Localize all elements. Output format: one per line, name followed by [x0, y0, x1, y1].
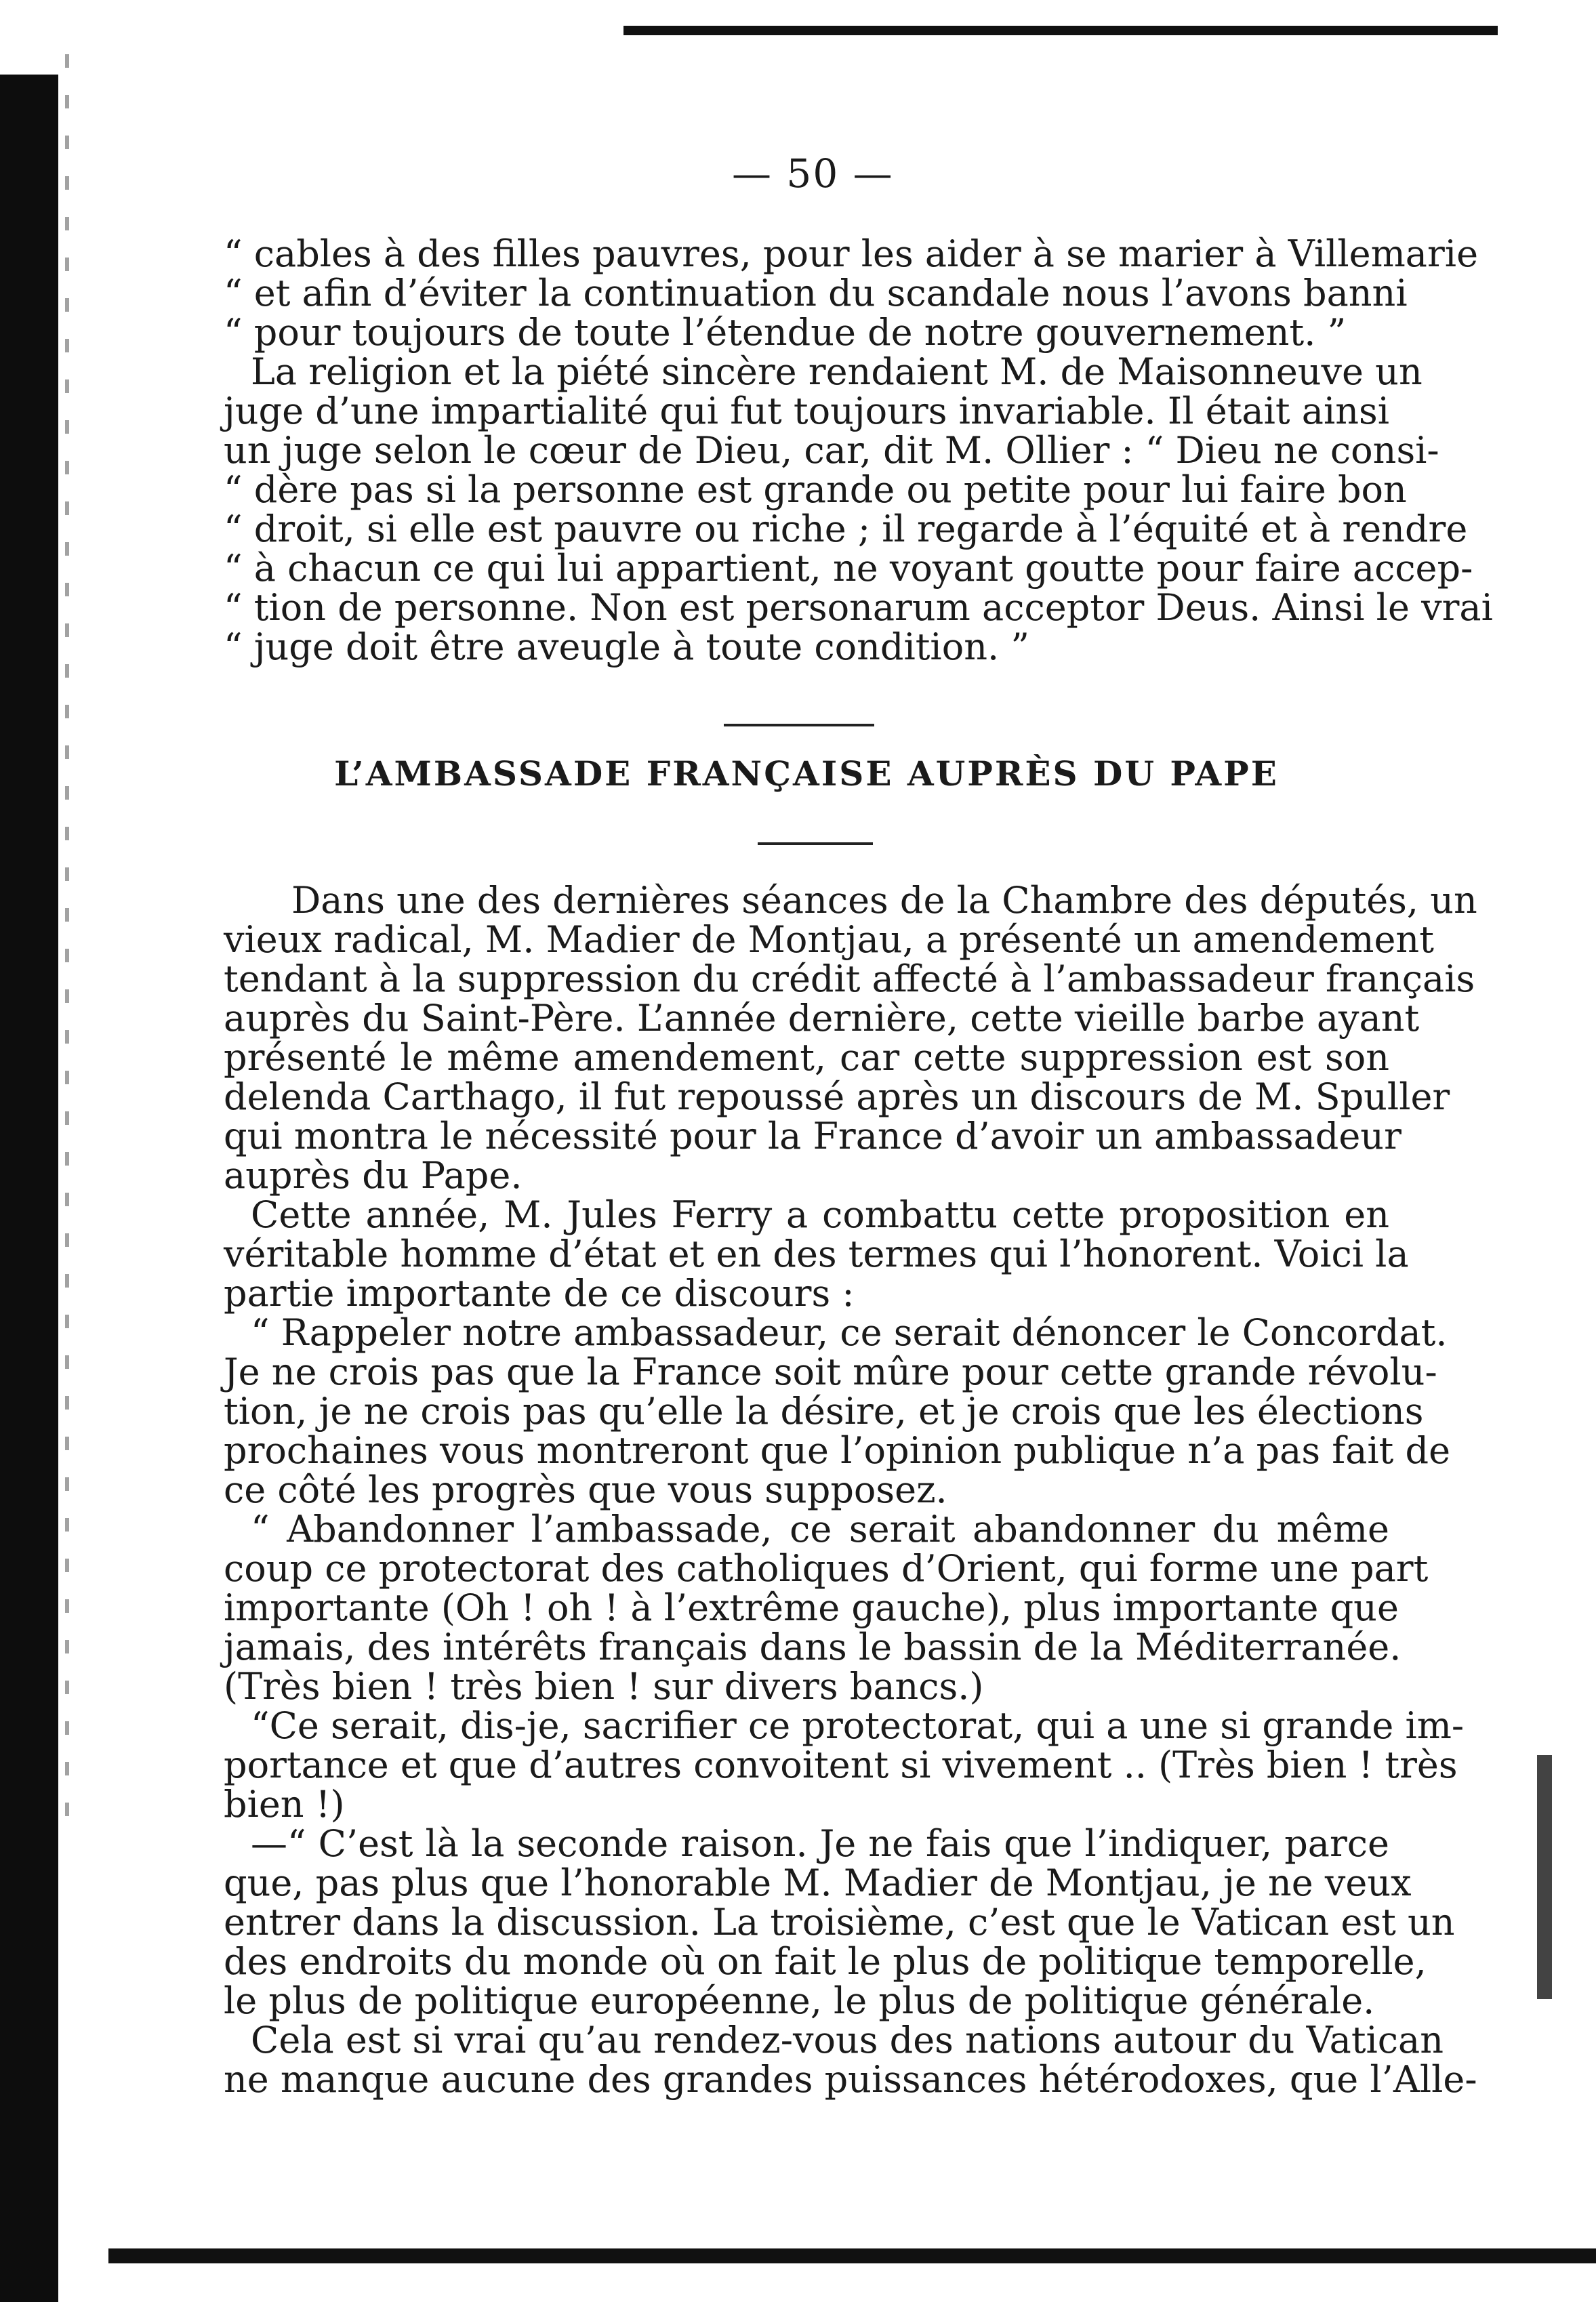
- paragraph-ferry-first: [251, 1195, 1389, 1235]
- paragraph-sacrifier: [224, 1744, 1458, 1826]
- text-line: un juge selon le cœur de Dieu, car, dit M. Ollier : “ Dieu ne consi-: [224, 429, 1439, 472]
- text-line: présenté le même amendement, car cette suppression est son: [224, 1036, 1389, 1079]
- paragraph-seances-first: [291, 879, 1477, 922]
- text-line: ne manque aucune des grandes puissances hétérodoxes, que l’Alle-: [224, 2058, 1477, 2101]
- section-divider-bottom: [758, 842, 873, 845]
- text-line: “Ce serait, dis-je, sacrifier ce protectorat, qui a une si grande im-: [251, 1704, 1465, 1747]
- text-line: Cela est si vrai qu’au rendez-vous des nations autour du Vatican: [251, 2019, 1444, 2061]
- paragraph-seconde: [224, 1862, 1455, 2022]
- text-line: vieux radical, M. Madier de Montjau, a présenté un amendement: [224, 918, 1434, 961]
- text-line: des endroits du monde où on fait le plus de politique temporelle,: [224, 1940, 1427, 1983]
- paragraph-sacrifier-first: [251, 1704, 1465, 1747]
- text-line: tion, je ne crois pas qu’elle la désire, et je crois que les élections: [224, 1390, 1424, 1433]
- text-line: importante (Oh ! oh ! à l’extrême gauche), plus importante que: [224, 1586, 1399, 1629]
- paragraph-seconde-first: [251, 1824, 1389, 1864]
- text-line: ce côté les progrès que vous supposez.: [224, 1468, 947, 1511]
- scan-bottom-bar: [108, 2248, 1596, 2263]
- text-line: partie importante de ce discours :: [224, 1272, 855, 1315]
- text-line: prochaines vous montreront que l’opinion publique n’a pas fait de: [224, 1429, 1451, 1472]
- text-line: delenda Carthago, il fut repoussé après un discours de M. Spuller: [224, 1075, 1450, 1118]
- text-line: Dans une des dernières séances de la Chambre des députés, un: [291, 879, 1477, 922]
- text-line-latin: [224, 586, 1493, 629]
- text-line: que, pas plus que l’honorable M. Madier de Montjau, je ne veux: [224, 1862, 1412, 1904]
- text-line: “ et afin d’éviter la continuation du scandale nous l’avons banni: [224, 272, 1408, 314]
- scan-top-bar: [623, 26, 1498, 35]
- paragraph-religion-body: [224, 390, 1493, 668]
- text-line: “ pour toujours de toute l’étendue de notre gouvernement. ”: [224, 311, 1347, 354]
- scan-left-border: [0, 75, 58, 2302]
- paragraph-ferry: [224, 1233, 1409, 1315]
- paragraph-abandonner: [224, 1547, 1429, 1708]
- text-line: jamais, des intérêts français dans le bassin de la Méditerranée.: [224, 1626, 1401, 1668]
- scan-right-mark: [1537, 1755, 1552, 1999]
- section-divider-top: [724, 724, 874, 726]
- paragraph-rappeler: [224, 1351, 1451, 1511]
- paragraph-seances: [224, 918, 1475, 1197]
- scan-left-edge-marks: [65, 54, 69, 1816]
- text-line: “ dère pas si la personne est grande ou petite pour lui faire bon: [224, 468, 1407, 511]
- quote-continuation: [224, 232, 1479, 354]
- text-line: “ cables à des filles pauvres, pour les aider à se marier à Villemarie: [224, 232, 1479, 275]
- text-line: “ droit, si elle est pauvre ou riche ; il regarde à l’équité et à rendre: [224, 508, 1468, 550]
- text-line: —“ C’est là la seconde raison. Je ne fais que l’indiquer, parce: [251, 1822, 1389, 1865]
- section-title: L’AMBASSADE FRANÇAISE AUPRÈS DU PAPE: [334, 754, 1279, 794]
- text-line: “ juge doit être aveugle à toute condition. ”: [224, 625, 1029, 668]
- text-line: “ à chacun ce qui lui appartient, ne voyant goutte pour faire accep-: [224, 547, 1473, 590]
- text-line: La religion et la piété sincère rendaient M. de Maisonneuve un: [251, 350, 1423, 393]
- paragraph-rappeler-first: [251, 1311, 1448, 1354]
- text-line: véritable homme d’état et en des termes qui l’honorent. Voici la: [224, 1233, 1409, 1275]
- page-number: — 50 —: [732, 150, 894, 197]
- text-line: “ Rappeler notre ambassadeur, ce serait dénoncer le Concordat.: [251, 1311, 1448, 1354]
- text-line: bien !): [224, 1783, 345, 1826]
- text-line: “ tion de personne. Non est personarum acceptor Deus. Ainsi le vrai: [224, 586, 1493, 629]
- text-line: le plus de politique européenne, le plus de politique générale.: [224, 1979, 1375, 2022]
- text-line: auprès du Saint-Père. L’année dernière, cette vieille barbe ayant: [224, 997, 1420, 1040]
- text-line: Cette année, M. Jules Ferry a combattu cette proposition en: [251, 1193, 1389, 1236]
- paragraph-religion: [251, 350, 1423, 393]
- text-line: juge d’une impartialité qui fut toujours invariable. Il était ainsi: [224, 390, 1389, 432]
- text-line: coup ce protectorat des catholiques d’Orient, qui forme une part: [224, 1547, 1429, 1590]
- text-line: “ Abandonner l’ambassade, ce serait abandonner du même: [251, 1508, 1389, 1550]
- text-line: portance et que d’autres convoitent si vivement .. (Très bien ! très: [224, 1744, 1458, 1786]
- text-line: (Très bien ! très bien ! sur divers bancs.): [224, 1665, 984, 1708]
- text-line: qui montra le nécessité pour la France d’avoir un ambassadeur: [224, 1115, 1401, 1157]
- text-line: entrer dans la discussion. La troisième, c’est que le Vatican est un: [224, 1901, 1455, 1944]
- text-line: tendant à la suppression du crédit affecté à l’ambassadeur français: [224, 958, 1475, 1000]
- paragraph-abandonner-first: [251, 1510, 1389, 1549]
- text-line: auprès du Pape.: [224, 1154, 523, 1197]
- paragraph-vrai-first: [251, 2019, 1444, 2061]
- paragraph-vrai: [224, 2058, 1477, 2101]
- text-line: Je ne crois pas que la France soit mûre pour cette grande révolu-: [224, 1351, 1437, 1393]
